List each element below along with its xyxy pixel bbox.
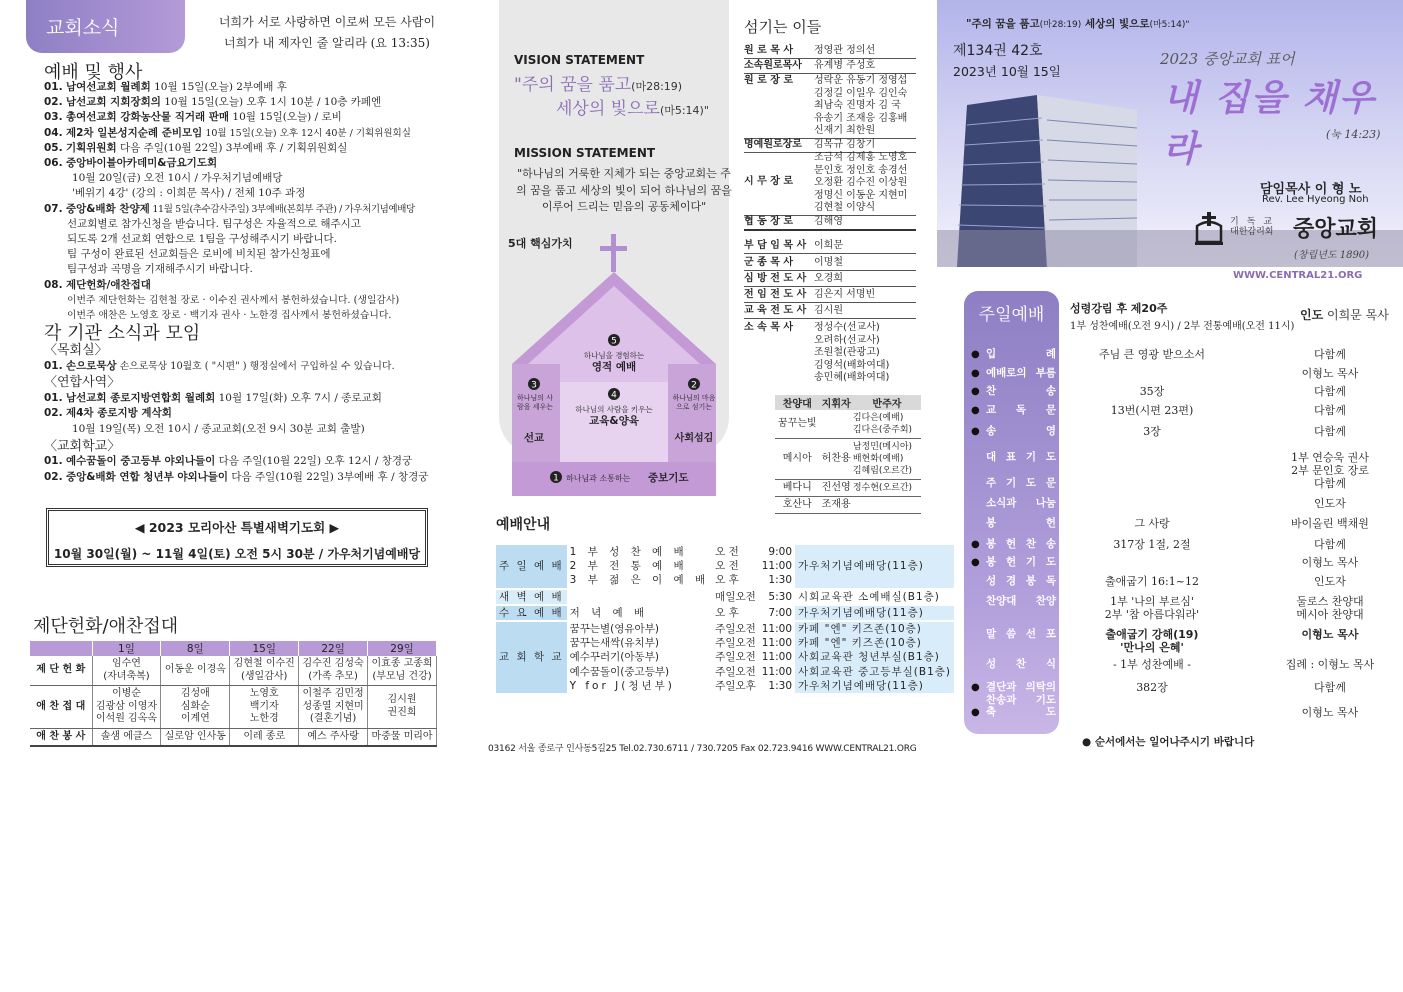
order-content: 3장 xyxy=(1143,425,1161,438)
order-leader: 다함께 xyxy=(1314,404,1346,417)
worship-time: 7:00 xyxy=(759,605,795,621)
row-label: 애 찬 봉 사 xyxy=(30,728,92,746)
value-name: 선교 xyxy=(523,432,545,444)
worship-when: 주일오전 xyxy=(712,621,759,636)
value-number: 3 xyxy=(531,380,537,391)
news-subline: 10월 19일(목) 오전 10시 / 종교교회(오전 9시 30분 교회 출발) xyxy=(72,422,365,435)
value-number: 5 xyxy=(611,336,617,347)
service-leader: 인도 이희문 목사 xyxy=(1300,308,1389,322)
servers-title: 섬기는 이들 xyxy=(744,18,822,36)
bulletin-volume: 제134권 42호 xyxy=(953,43,1043,59)
order-leader: 이형노 목사 xyxy=(1301,706,1359,719)
order-leader: 이형노 목사 xyxy=(1301,367,1359,380)
table-row xyxy=(775,497,921,514)
liturgical-week: 성령강림 후 제20주 xyxy=(1070,302,1168,315)
order-item: 대 표 기 도 xyxy=(986,451,1056,463)
table-row xyxy=(775,410,921,439)
flower-cell: 이동운 이경옥 xyxy=(161,656,230,686)
worship-category: 수 요 예 배 xyxy=(496,605,567,621)
flower-cell: 김성애 심화순 이계연 xyxy=(161,686,230,729)
server-row: 협 동 장 로 김해영 xyxy=(744,216,916,231)
server-row: 부 담 임 목 사 이희문 xyxy=(744,240,916,254)
news-item: 01. 남여선교회 월례회 10월 15일(오늘) 2부예배 후 xyxy=(44,81,287,93)
order-item: 주 기 도 문 xyxy=(986,477,1056,489)
worship-category: 새 벽 예 배 xyxy=(496,589,567,605)
value-caption: 하나님의 사람을 세우는 xyxy=(516,394,554,411)
choir-conductor: 조재용 xyxy=(819,497,852,514)
worship-when: 매일오전 xyxy=(712,589,759,605)
vision-quote-line-1: "주의 꿈을 품고 xyxy=(514,75,632,95)
news-item: 01. 예수꿈돌이 중고등부 야외나들이 다음 주일(10월 22일) 오후 12시 / 창경궁 xyxy=(44,455,413,468)
vision-label: VISION STATEMENT xyxy=(514,53,645,67)
sunday-worship-title: 주일예배 xyxy=(978,305,1045,325)
order-item: ● 입 례 xyxy=(970,348,1056,361)
order-content: 317장 1절, 2절 xyxy=(1113,538,1191,551)
cross-bar xyxy=(600,246,627,251)
news-item: 06. 중앙바이블아카데미&금요기도회 xyxy=(44,157,218,170)
news-item: 01. 남선교회 종로지방연합회 월례회 10월 17일(화) 오후 7시 / 종로교회 xyxy=(44,391,382,404)
worship-service: Y for J(청년부) xyxy=(569,679,675,692)
value-caption: 하나님의 마음으로 섬기는 xyxy=(672,394,716,411)
order-item: 찬양대 찬양 xyxy=(986,595,1056,607)
value-caption-box xyxy=(514,394,556,434)
theme-headline: 내 집을 채우라 xyxy=(1163,78,1376,170)
flower-corner xyxy=(30,641,92,656)
established-year: (창립년도 1890) xyxy=(1294,250,1370,261)
value-number: 1 xyxy=(553,473,559,484)
flower-cell: 노영호 백기자 노한경 xyxy=(230,686,299,729)
worship-service: 예수꿈돌이(중고등부) xyxy=(569,665,670,678)
verse-line-1: 너희가 서로 사랑하면 이로써 모든 사람이 xyxy=(218,15,436,29)
cover-motto: "주의 꿈을 품고(마28:19) 세상의 빛으로(마5:14)" xyxy=(966,18,1190,30)
choir-accompanist: 정수현(오르간) xyxy=(853,480,921,497)
vision-quote xyxy=(514,74,734,122)
flower-cell: 솔샘 에클스 xyxy=(92,728,161,746)
server-row: 원 로 장 로 성락운 유동기 정영섭 김정길 이일우 김인숙 최남숙 진명자 김 국 유송기 조재응 김홍배 신재기 최한원 xyxy=(744,75,916,139)
worship-place: 카페 "엔" 키즈존(10층) xyxy=(795,621,954,636)
worship-when: 오 전 xyxy=(715,560,739,573)
cross-icon xyxy=(611,234,616,272)
worship-service: 3 부 젊 은 이 예 배 xyxy=(569,574,710,587)
worship-guide-title: 예배안내 xyxy=(496,517,551,533)
worship-time: 1:30 xyxy=(768,574,793,587)
choir-accompanist xyxy=(853,497,921,514)
row-label: 애 찬 접 대 xyxy=(30,686,92,729)
worship-when: 오 후 xyxy=(712,605,759,621)
news-item: 01. 손으로묵상 손으로묵상 10월호 ( "시편" ) 행정실에서 구입하실 수 있습니다. xyxy=(44,359,395,372)
value-name: 교육&양육 xyxy=(589,415,639,427)
flower-cell: 이효종 고종희 (부모님 건강) xyxy=(368,656,437,686)
order-item: 성 찬 식 xyxy=(986,658,1056,670)
order-content: 1부 '나의 부르심' 2부 '참 아름다워라' xyxy=(1104,595,1200,621)
vision-quote-line-2: 세상의 빛으로 xyxy=(556,99,660,119)
worship-service: 꿈꾸는새싹(유치부) xyxy=(569,637,659,650)
order-leader: 다함께 xyxy=(1314,425,1346,438)
table-row xyxy=(30,656,437,686)
flower-cell: 이철주 김민정 성종열 지현미 (결혼기념) xyxy=(299,686,368,729)
worship-time: 11:00 xyxy=(759,621,795,636)
worship-category: 주 일 예 배 xyxy=(496,545,567,589)
order-item: ● 찬 송 xyxy=(970,385,1056,398)
worship-service: 저 녁 예 배 xyxy=(567,605,713,621)
news-subline: 팀 구성이 완료된 선교회들은 로비에 비치된 참가신청표에 xyxy=(67,248,331,261)
value-name: 사회섬김 xyxy=(674,433,714,444)
order-item: ● 봉 헌 기 도 xyxy=(970,556,1056,569)
order-item: 소식과 나눔 xyxy=(986,497,1056,509)
value-number: 2 xyxy=(691,380,697,391)
worship-place: 가우처기념예배당(11층) xyxy=(795,679,954,693)
order-item: ● 봉 헌 찬 송 xyxy=(970,538,1056,551)
server-row: 소 속 목 사 정성수(선교사) 오려하(선교사) 조원철(관광고) 김영석(배화여대) 송민혜(배화여대) xyxy=(744,322,890,384)
order-item: ● 송 영 xyxy=(970,425,1056,438)
worship-when: 주일오전 xyxy=(715,665,756,678)
server-row: 원 로 목 사 정영관 정의선 xyxy=(744,45,916,59)
worship-when: 오 전 xyxy=(715,546,739,558)
theme-label: 2023 중앙교회 표어 xyxy=(1160,50,1295,68)
senior-pastor: 담임목사 이 형 노 xyxy=(1260,182,1362,197)
news-list xyxy=(44,80,444,323)
table-row xyxy=(496,545,954,559)
worship-place: 카페 "엔" 키즈존(10층) xyxy=(795,636,954,650)
choir-name: 메시아 xyxy=(775,439,819,480)
dawn-prayer-title: ◀ 2023 모리아산 특별새벽기도회 ▶ xyxy=(134,520,340,535)
server-row: 군 종 목 사 이명철 xyxy=(744,257,916,271)
worship-when: 주일오후 xyxy=(715,679,756,692)
table-row xyxy=(775,480,921,497)
value-number: 4 xyxy=(611,390,617,401)
news-item: 02. 제4차 종로지방 계삭회 xyxy=(44,407,172,420)
value-caption-box xyxy=(672,394,716,434)
flower-title: 제단헌화/애찬접대 xyxy=(33,616,179,637)
worship-time: 11:00 xyxy=(761,665,793,678)
order-leader: 다함께 xyxy=(1314,348,1346,361)
choir-col: 찬양대 xyxy=(775,395,819,410)
value-name: 영적 예배 xyxy=(591,361,637,373)
choir-accompanist: 김다은(예배) 김다은(중주회) xyxy=(853,410,921,439)
order-leader: 인도자 xyxy=(1314,497,1346,510)
server-row: 소속원로목사 유계병 주성호 xyxy=(744,60,916,74)
order-content: 35장 xyxy=(1139,385,1165,398)
worship-when: 주일오전 xyxy=(715,651,756,664)
flower-cell: 김시원 권진희 xyxy=(368,686,437,729)
value-caption: 하나님의 사람을 키우는 xyxy=(575,405,653,414)
server-row: 시 무 장 로 조금석 김제홍 노영호 문인호 정인호 송경선 오정환 김수진 이상원 정명신 이동운 지현미 김현철 이양식 xyxy=(744,152,916,216)
worship-time: 9:00 xyxy=(768,546,793,558)
vision-ref-2: (마5:14)" xyxy=(659,104,709,117)
table-row xyxy=(775,439,921,480)
bulletin-date: 2023년 10월 15일 xyxy=(953,64,1061,79)
order-leader: 다함께 xyxy=(1314,681,1346,694)
news-subline: 팀구성과 곡명을 기재해주시기 바랍니다. xyxy=(67,263,253,276)
worship-place: 사회교육관 중고등부실(B1층) xyxy=(795,665,954,679)
news-tab: 교회소식 xyxy=(26,0,185,53)
choir-col: 지휘자 xyxy=(819,395,852,410)
core-values-label: 5대 핵심가치 xyxy=(508,237,573,250)
table-row xyxy=(30,686,437,729)
org-news-title: 각 기관 소식과 모임 xyxy=(44,323,201,344)
value-name: 중보기도 xyxy=(648,472,689,484)
church-name: 중앙교회 xyxy=(1293,217,1379,242)
table-row xyxy=(496,589,954,605)
mission-label: MISSION STATEMENT xyxy=(514,146,656,160)
worship-when: 주일오전 xyxy=(715,637,756,650)
order-content: 13번(시편 23편) xyxy=(1110,404,1194,417)
table-row xyxy=(30,728,437,746)
choir-name: 베다니 xyxy=(775,480,819,497)
news-subline: 선교회별로 참가신청을 받습니다. 팀구성은 자율적으로 해주시고 xyxy=(67,217,361,230)
news-item: 05. 기획위원회 다음 주일(10월 22일) 3부예배 후 / 기획위원회실 xyxy=(44,141,348,154)
worship-time: 11:00 xyxy=(761,651,793,664)
order-content: 382장 xyxy=(1136,681,1168,694)
service-times: 1부 성찬예배(오전 9시) / 2부 전통예배(오전 11시) xyxy=(1070,321,1295,332)
order-content: 출애굽기 강해(19) '만나의 은혜' xyxy=(1105,628,1199,654)
dawn-prayer-box xyxy=(46,508,428,567)
order-content: 주님 큰 영광 받으소서 xyxy=(1098,348,1206,361)
flower-date: 29일 xyxy=(368,641,437,656)
server-row: 심 방 전 도 사 오경희 xyxy=(744,273,916,287)
worship-guide-table xyxy=(496,545,954,693)
order-leader: 바이올린 백채원 xyxy=(1291,517,1369,530)
choir-name: 호산나 xyxy=(775,497,819,514)
worship-service: 예수꾸러기(아동부) xyxy=(569,651,659,664)
order-leader: 다함께 xyxy=(1314,477,1346,490)
website-link[interactable]: WWW.CENTRAL21.ORG xyxy=(1233,270,1363,281)
flower-table xyxy=(30,641,437,747)
order-leader: 1부 연승욱 권사 2부 문인호 장로 xyxy=(1291,451,1369,477)
table-row xyxy=(496,621,954,636)
worship-time: 11:00 xyxy=(761,637,793,650)
flower-header-row xyxy=(30,641,437,656)
flower-cell: 임수연 (자녀축복) xyxy=(92,656,161,686)
worship-service: 1 부 성 찬 예 배 xyxy=(569,546,688,558)
order-leader: 둘로스 찬양대 메시아 찬양대 xyxy=(1296,595,1364,621)
worship-time: 11:00 xyxy=(761,560,793,573)
group-heading: 〈목회실〉 xyxy=(44,343,108,358)
worship-service: 꿈꾸는별(영유아부) xyxy=(567,621,713,636)
news-item: 08. 제단헌화/애찬접대 xyxy=(44,278,151,291)
order-leader: 집례 : 이형노 목사 xyxy=(1285,658,1375,671)
server-row: 전 임 전 도 사 김은지 서명빈 xyxy=(744,289,916,303)
worship-service: 2 부 전 통 예 배 xyxy=(569,560,688,573)
server-row: 명예원로장로 김목규 김창기 xyxy=(744,139,916,153)
news-subline: 이번주 애찬은 노영호 장로 · 백기자 권사 · 노한경 집사께서 봉헌하셨습니다. xyxy=(67,310,392,322)
order-item: ● 결단과 의탁의 찬송과 기도 xyxy=(970,681,1056,707)
denomination: 기독교 대한감리회 xyxy=(1230,217,1281,237)
order-content: 출애굽기 16:1~12 xyxy=(1105,575,1199,588)
order-item: ● 예배로의 부름 xyxy=(970,367,1056,380)
choir-conductor: 허찬용 xyxy=(819,439,852,480)
server-row: 교 육 전 도 사 김시원 xyxy=(744,305,916,319)
news-item: 04. 제2차 일본성지순례 준비모임 10월 15일(오늘) 오후 12시 40분 / 기획위원회실 xyxy=(44,126,411,139)
order-content: 그 사랑 xyxy=(1134,517,1170,530)
worship-place: 사회교육관 청년부실(B1층) xyxy=(795,650,954,664)
order-leader: 다함께 xyxy=(1314,538,1346,551)
verse-line-2: 너희가 내 제자인 줄 알리라 (요 13:35) xyxy=(224,36,430,50)
worship-events-title: 예배 및 행사 xyxy=(44,62,143,83)
news-subline: 되도록 2개 선교회 연합으로 1팀을 구성해주시기 바랍니다. xyxy=(67,233,338,246)
worship-time: 5:30 xyxy=(759,589,795,605)
church-address: 03162 서울 종로구 인사동5길25 Tel.02.730.6711 / 730.7205 Fax 02.723.9416 WWW.CENTRAL21.ORG xyxy=(488,744,917,754)
choir-accompanist: 남정민(메시아) 배현화(예배) 김혜림(오르간) xyxy=(853,439,921,480)
flower-date: 1일 xyxy=(92,641,161,656)
order-leader: 인도자 xyxy=(1314,575,1346,588)
standing-note: ● 순서에서는 일어나주시기 바랍니다 xyxy=(1082,736,1255,748)
org-news-list xyxy=(44,342,444,485)
mission-text: "하나님의 거룩한 지체가 되는 중앙교회는 주의 꿈을 품고 세상의 빛이 되어 하나님의 꿈을 이루어 드리는 믿음의 공동체이다" xyxy=(516,167,732,213)
order-leader: 이형노 목사 xyxy=(1301,628,1359,641)
methodist-logo-icon xyxy=(1193,210,1225,246)
flower-cell: 이병순 김광삼 이영자 이석원 김옥옥 xyxy=(92,686,161,729)
choir-header-row xyxy=(775,395,921,410)
flower-date: 22일 xyxy=(299,641,368,656)
value-caption: 하나님을 경험하는 xyxy=(583,351,645,360)
news-subline: 이번주 제단헌화는 김현철 장로 · 이수진 권사께서 봉헌하셨습니다. (생일감사) xyxy=(67,294,400,306)
worship-when: 오 후 xyxy=(715,574,739,587)
senior-pastor-en: Rev. Lee Hyeong Noh xyxy=(1262,194,1369,205)
group-heading: 〈연합사역〉 xyxy=(44,375,121,391)
order-leader: 이형노 목사 xyxy=(1301,556,1359,569)
theme-reference: (눅 14:23) xyxy=(1326,128,1381,141)
news-subline: '베위기 4강' (강의 : 이희문 목사) / 전체 10주 과정 xyxy=(72,187,306,200)
choir-conductor: 진선영 xyxy=(819,480,852,497)
flower-date: 8일 xyxy=(161,641,230,656)
order-item: ● 축 도 xyxy=(970,706,1056,719)
choir-name: 꿈꾸는빛 xyxy=(775,410,819,439)
worship-category: 교 회 학 교 xyxy=(496,621,567,693)
flower-cell: 김수진 김성숙 (가족 추모) xyxy=(299,656,368,686)
worship-place: 시회교육관 소예배실(B1층) xyxy=(795,589,954,605)
choir-col: 반주자 xyxy=(853,395,921,410)
flower-cell: 이레 종로 xyxy=(230,728,299,746)
order-item: 말 씀 선 포 xyxy=(986,628,1056,640)
value-caption: 하나님과 소통하는 xyxy=(566,474,631,483)
flower-cell: 김현철 이수진 (생일감사) xyxy=(230,656,299,686)
worship-place: 가우처기념예배당(11층) xyxy=(795,605,954,621)
worship-service xyxy=(567,589,713,605)
order-item: ● 교 독 문 xyxy=(970,404,1056,417)
choir-conductor xyxy=(819,410,852,439)
order-item: 성 경 봉 독 xyxy=(986,575,1056,587)
dawn-prayer-detail: 10월 30일(월) ~ 11월 4일(토) 오전 5시 30분 / 가우처기념예배당 xyxy=(53,547,421,561)
row-label: 제 단 헌 화 xyxy=(30,656,92,686)
news-item: 02. 남선교회 지회장회의 10월 15일(오늘) 오후 1시 10분 / 10층 카페엔 xyxy=(44,96,382,109)
choir-table xyxy=(775,395,921,514)
core-values-church-diagram xyxy=(508,234,720,496)
flower-cell: 실로암 인사동 xyxy=(161,728,230,746)
worship-place: 가우처기념예배당(11층) xyxy=(795,545,954,589)
worship-time: 1:30 xyxy=(768,679,793,692)
news-subline: 10월 20일(금) 오전 10시 / 가우처기념예배당 xyxy=(72,172,283,185)
flower-cell: 마중물 미리아 xyxy=(368,728,437,746)
order-leader: 다함께 xyxy=(1314,385,1346,398)
order-content: - 1부 성찬예배 - xyxy=(1112,658,1192,671)
news-item: 07. 중앙&배화 찬양제 11월 5일(추수감사주일) 3부예배(본회부 주관) / 가우처기념예배당 xyxy=(44,202,415,215)
verse xyxy=(214,12,440,54)
table-row xyxy=(496,605,954,621)
flower-cell: 예스 주사랑 xyxy=(299,728,368,746)
news-item: 02. 중앙&배화 연합 청년부 야외나들이 다음 주일(10월 22일) 3부예배 후 / 창경궁 xyxy=(44,470,429,483)
flower-date: 15일 xyxy=(230,641,299,656)
vision-ref-1: (마28:19) xyxy=(631,80,683,93)
group-heading: 〈교회학교〉 xyxy=(44,438,121,454)
news-item: 03. 총여선교회 강화농산물 직거래 판매 10월 15일(오늘) / 로비 xyxy=(44,111,342,124)
order-item: 봉 헌 xyxy=(986,517,1056,529)
